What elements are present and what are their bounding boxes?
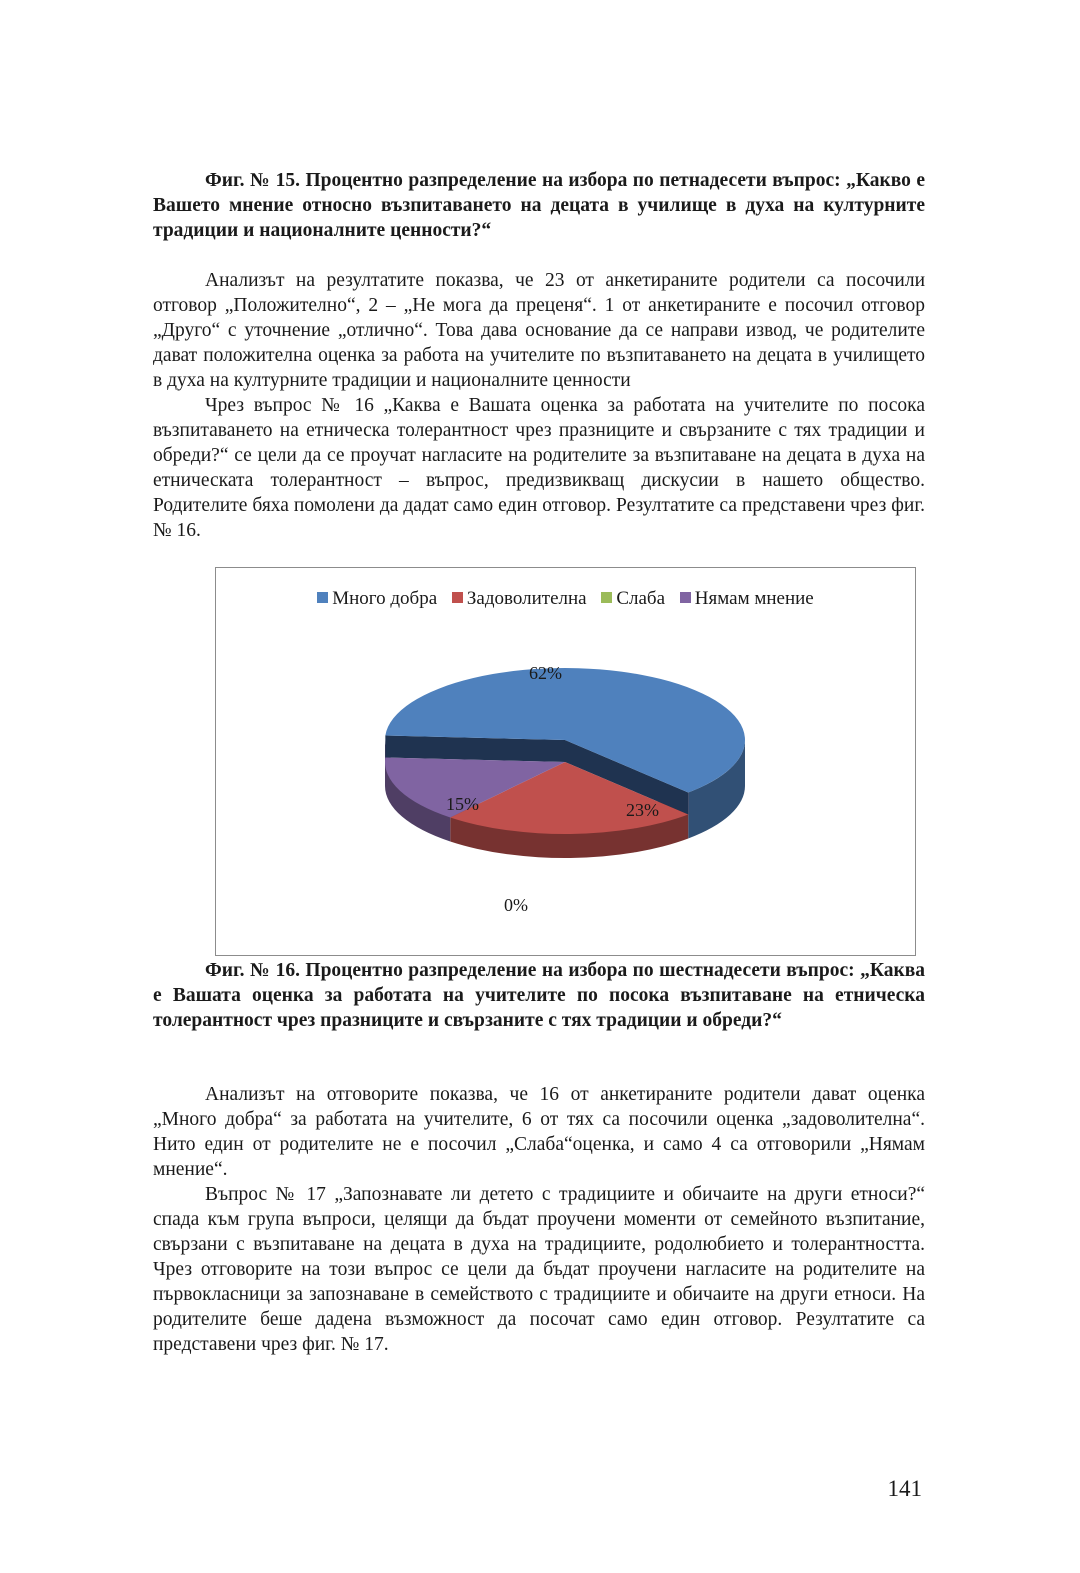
figure-15-caption: Фиг. № 15. Процентно разпределение на избора по петнадесети въпрос: „Какво е Вашето мнение относно възпитаването на децата в училище в духа на културните традиции и националните ценности?“ [153,170,925,241]
data-label-slice-1: 62% [529,663,562,683]
legend-label: Слаба [616,588,666,609]
paragraph: Чрез въпрос № 16 „Каква е Вашата оценка за работата на учителите по посока възпитаването на етническа толерантност чрез празниците и свързаните с тях традиции и обреди?“ се цели да се проучат нагласите на родителите за възпитаване на децата в духа на етническата толерантност – въпрос, предизвикващ дискусии в нашето общество. Родителите бяха помолени да дадат само един отговор. Резултатите са представени чрез фиг. № 16. [153,395,925,541]
figure-16-caption: Фиг. № 16. Процентно разпределение на избора по шестнадесети въпрос: „Каква е Вашата оценка за работата на учителите по посока възпитаване на етническа толерантност чрез празниците и свързаните с тях традиции и обреди?“ [153,960,925,1031]
paragraph: Въпрос № 17 „Запознавате ли детето с традициите и обичаите на други етноси?“ спада към група въпроси, целящи да бъдат проучени моменти от семейното възпитание, свързани с възпитаване на децата в духа на традициите, родолюбието и толерантността. Чрез отговорите на този въпрос се цели да бъдат проучени нагласите на родителите на първокласници за запознаване в семейството с традициите и обичаите на други етноси. На родителите беше дадена възможност да посочат само един отговор. Резултатите са представени чрез фиг. № 17. [153,1184,925,1355]
legend-label: Задоволителна [466,588,587,609]
body-text-bottom [153,1082,925,1357]
page-number: 141 [887,1476,922,1501]
pie-chart-figure-16 [215,567,916,956]
legend-label: Нямам мнение [694,588,814,609]
paragraph: Анализът на отговорите показва, че 16 от анкетираните родители дават оценка „Много добра“ за работата на учителите, 6 от тях са посочили оценка „задоволителна“. Нито един от родителите не е посочил „Слаба“оценка, и само 4 са отговорили „Нямам мнение“. [153,1084,925,1180]
body-text-top [153,268,925,543]
figure-16-caption-block [153,958,925,1033]
paragraph: Анализът на резултатите показва, че 23 от анкетираните родители са посочили отговор „Положително“, 2 – „Не мога да преценя“. 1 от анкетираните е посочил отговор „Друго“ с уточнение „отлично“. Това дава основание да се направи извод, че родителите дават положителна оценка за работа на учителите по възпитаването на децата в училището в духа на културните традиции и националните ценности [153,270,925,391]
pie-plot [216,568,915,955]
data-label-slice-3: 0% [504,895,528,915]
data-label-slice-2: 23% [626,800,659,820]
data-label-slice-4: 15% [446,794,479,814]
figure-15-caption-block [153,168,925,243]
pie-slice-inner-wall [385,735,565,762]
legend-label: Много добра [332,588,438,609]
